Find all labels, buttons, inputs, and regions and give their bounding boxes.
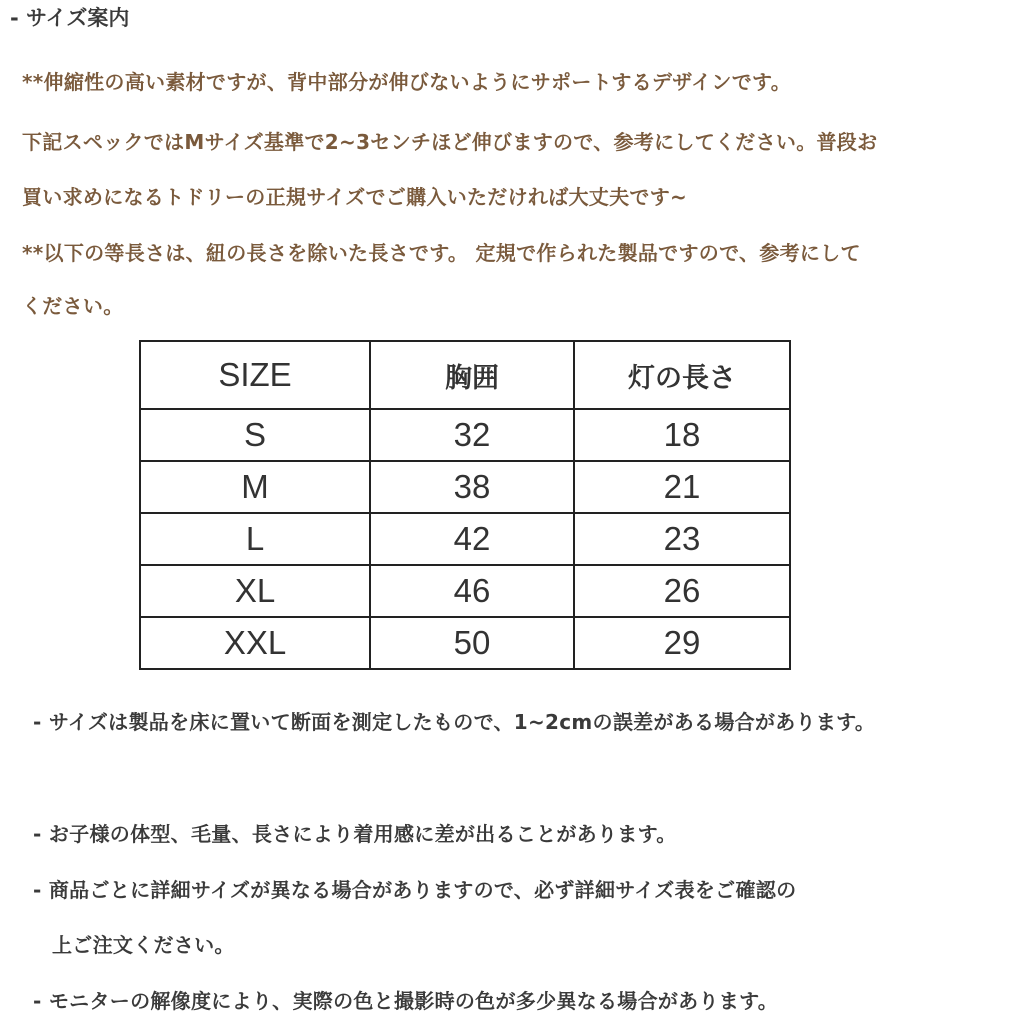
column-header-size: SIZE <box>140 341 370 409</box>
cell-size: XXL <box>140 617 370 669</box>
page-heading: - サイズ案内 <box>10 6 130 30</box>
cell-size: S <box>140 409 370 461</box>
note-line: ください。 <box>22 294 124 318</box>
note-line: **以下の等長さは、紐の長さを除いた長さです。 定規で作られた製品ですので、参考にして <box>22 241 861 265</box>
cell-length: 21 <box>574 461 790 513</box>
size-table-container <box>139 340 789 667</box>
table-header-row <box>140 341 790 409</box>
size-table <box>139 340 791 670</box>
cell-chest: 42 <box>370 513 574 565</box>
note-line: 買い求めになるトドリーの正規サイズでご購入いただければ大丈夫です~ <box>22 185 688 209</box>
table-row <box>140 409 790 461</box>
cell-size: M <box>140 461 370 513</box>
note-line: 下記スペックではMサイズ基準で2~3センチほど伸びますので、参考にしてください。普段お <box>22 130 878 154</box>
column-header-chest: 胸囲 <box>370 341 574 409</box>
table-row <box>140 617 790 669</box>
cell-size: XL <box>140 565 370 617</box>
cell-chest: 46 <box>370 565 574 617</box>
cell-size: L <box>140 513 370 565</box>
table-row <box>140 565 790 617</box>
cell-length: 26 <box>574 565 790 617</box>
table-row <box>140 513 790 565</box>
column-header-length: 灯の長さ <box>574 341 790 409</box>
cell-chest: 50 <box>370 617 574 669</box>
table-row <box>140 461 790 513</box>
bullet-note: - モニターの解像度により、実際の色と撮影時の色が多少異なる場合があります。 <box>33 989 779 1013</box>
note-line: **伸縮性の高い素材ですが、背中部分が伸びないようにサポートするデザインです。 <box>22 70 792 94</box>
cell-length: 29 <box>574 617 790 669</box>
cell-chest: 32 <box>370 409 574 461</box>
bullet-note: - お子様の体型、毛量、長さにより着用感に差が出ることがあります。 <box>33 822 677 846</box>
cell-length: 23 <box>574 513 790 565</box>
cell-chest: 38 <box>370 461 574 513</box>
bullet-note: - サイズは製品を床に置いて断面を測定したもので、1~2cmの誤差がある場合があります。 <box>33 710 876 734</box>
bullet-note: - 商品ごとに詳細サイズが異なる場合がありますので、必ず詳細サイズ表をご確認の <box>33 878 797 902</box>
bullet-note: 上ご注文ください。 <box>52 933 235 957</box>
cell-length: 18 <box>574 409 790 461</box>
